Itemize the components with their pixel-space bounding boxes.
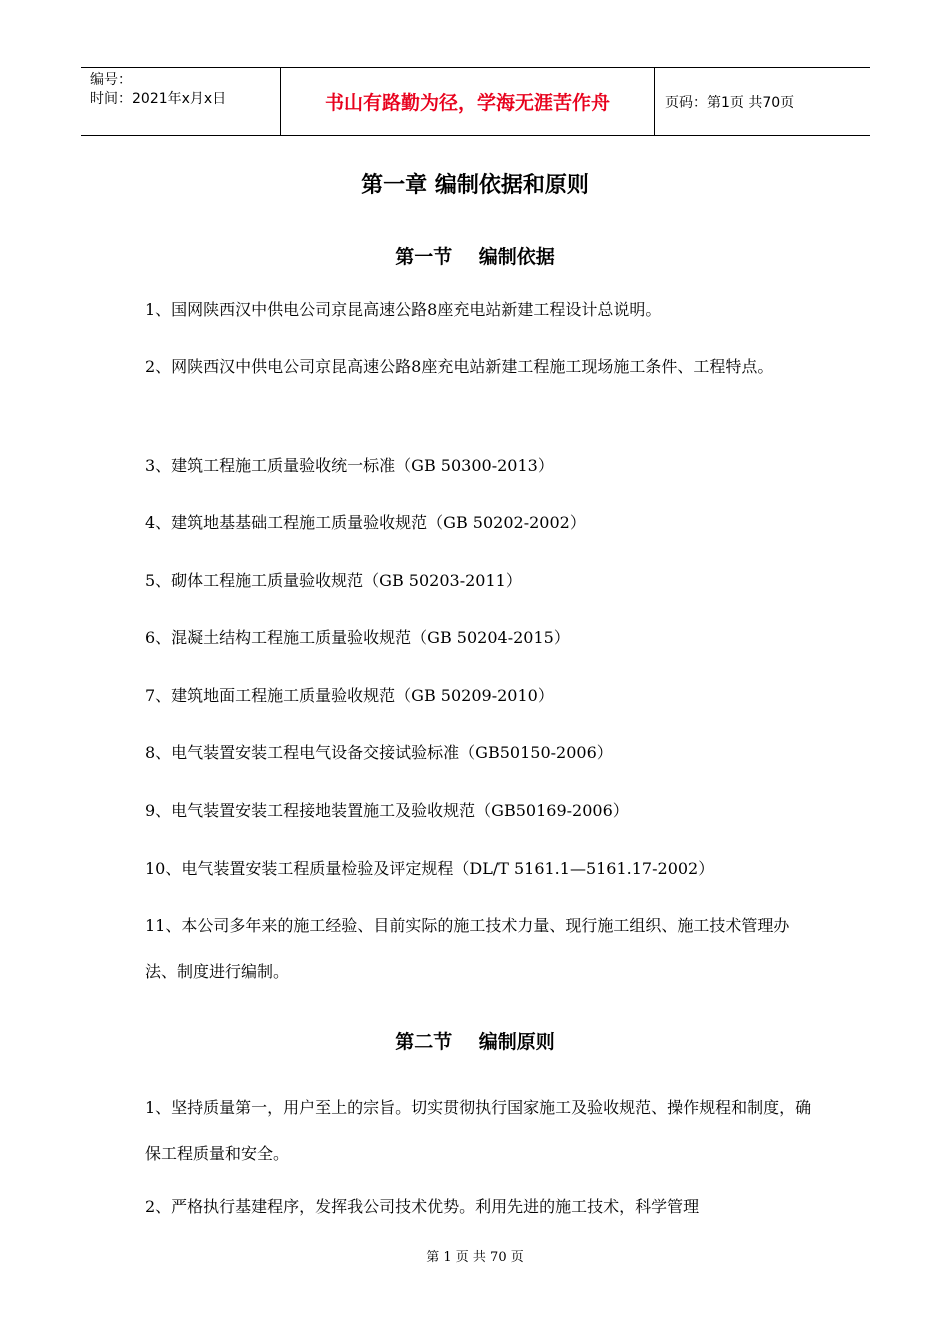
section-title-basis: 第一节 编制依据 [395,246,555,268]
page-footer: 第 1 页 共 70 页 [426,1250,524,1265]
header-meta-cell [81,68,281,135]
chapter-title: 第一章 编制依据和原则 [361,173,589,198]
list-item: 6、混凝土结构工程施工质量验收规范（GB 50204-2015） [145,628,570,647]
list-item: 1、国网陕西汉中供电公司京昆高速公路8座充电站新建工程设计总说明。 [145,300,662,319]
list-item: 10、电气装置安装工程质量检验及评定规程（DL/T 5161.1—5161.17-2002） [145,859,715,878]
header-page-info: 页码：第1页 共70页 [665,94,795,111]
list-item: 5、砌体工程施工质量验收规范（GB 50203-2011） [145,571,522,590]
header-motto: 书山有路勤为径，学海无涯苦作舟 [281,68,655,135]
list-item: 3、建筑工程施工质量验收统一标准（GB 50300-2013） [145,456,554,475]
list-item: 9、电气装置安装工程接地装置施工及验收规范（GB50169-2006） [145,801,629,820]
list-item: 2、严格执行基建程序，发挥我公司技术优势。利用先进的施工技术，科学管理 [145,1197,700,1216]
document-time-label: 时间：2021年x月x日 [90,91,227,107]
section-title-principles: 第二节 编制原则 [395,1031,555,1053]
list-item: 8、电气装置安装工程电气设备交接试验标准（GB50150-2006） [145,743,613,762]
list-item: 11、本公司多年来的施工经验、目前实际的施工技术力量、现行施工组织、施工技术管理办法、制度进行编制。 [145,916,790,981]
list-item: 2、网陕西汉中供电公司京昆高速公路8座充电站新建工程施工现场施工条件、工程特点。 [145,357,774,376]
document-number-label: 编号： [90,72,132,88]
list-item: 1、坚持质量第一，用户至上的宗旨。切实贯彻执行国家施工及验收规范、操作规程和制度，确保工程质量和安全。 [145,1098,812,1163]
header-table [81,67,870,136]
list-item: 7、建筑地面工程施工质量验收规范（GB 50209-2010） [145,686,554,705]
list-item: 4、建筑地基基础工程施工质量验收规范（GB 50202-2002） [145,513,586,532]
